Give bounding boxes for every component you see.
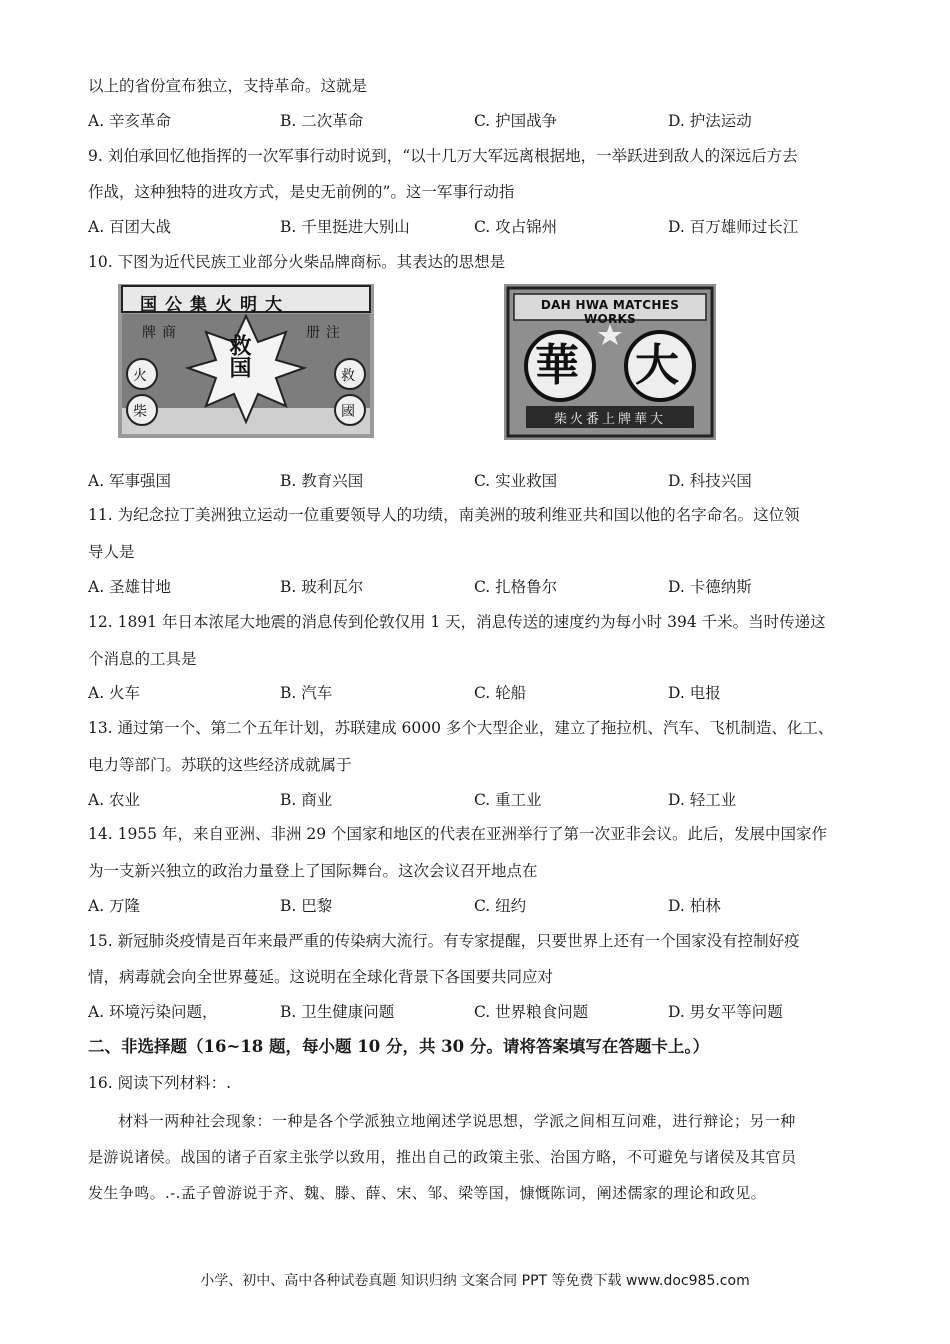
- label-char-da: 大: [635, 340, 679, 391]
- option-b: B. 千里挺进大别山: [280, 218, 410, 236]
- option-b: B. 卫生健康问题: [280, 1003, 395, 1021]
- option-a: A. 环境污染问题，: [88, 1003, 218, 1021]
- question-14-line2: 为一支新兴独立的政治力量登上了国际舞台。这次会议召开地点在: [88, 862, 538, 880]
- question-15-line1: 15. 新冠肺炎疫情是百年来最严重的传染病大流行。有专家提醒，只要世界上还有一个国家没有控制好疫: [88, 932, 800, 950]
- question-16: 16. 阅读下列材料：.: [88, 1074, 232, 1092]
- option-c: C. 纽约: [474, 897, 527, 915]
- option-a: A. 火车: [88, 684, 141, 702]
- question-11-line1: 11. 为纪念拉丁美洲独立运动一位重要领导人的功绩，南美洲的玻利维亚共和国以他的名字命名。这位领: [88, 506, 800, 524]
- question-9-line1: 9. 刘伯承回忆他指挥的一次军事行动时说到，“以十几万大军远离根据地，一举跃进到敌人的深远后方去: [88, 147, 798, 165]
- option-c: C. 实业救国: [474, 472, 558, 490]
- label-char-hua: 華: [535, 340, 579, 391]
- match-label-dahwa: [504, 284, 716, 440]
- label-right-text: 册注: [306, 325, 346, 341]
- option-d: D. 护法运动: [668, 112, 752, 130]
- material-line-2: 是游说诸侯。战国的诸子百家主张学以致用，推出自己的政策主张、治国方略，不可避免与诸侯及其官员: [88, 1148, 797, 1166]
- question-14-line1: 14. 1955 年，来自亚洲、非洲 29 个国家和地区的代表在亚洲举行了第一次亚非会议。此后，发展中国家作: [88, 825, 828, 843]
- option-d: D. 柏林: [668, 897, 721, 915]
- question-10: 10. 下图为近代民族工业部分火柴品牌商标。其表达的思想是: [88, 253, 506, 271]
- label-circle-2: 柴: [133, 404, 147, 420]
- question-12-line2: 个消息的工具是: [88, 650, 197, 668]
- option-b: B. 二次革命: [280, 112, 364, 130]
- option-b: B. 巴黎: [280, 897, 333, 915]
- label-circle-1: 火: [133, 368, 147, 384]
- section-2-heading: 二、非选择题（16~18 题，每小题 10 分，共 30 分。请将答案填写在答题卡上。）: [88, 1037, 710, 1056]
- option-b: B. 汽车: [280, 684, 333, 702]
- option-a: A. 农业: [88, 791, 141, 809]
- label-center-text: 救国: [226, 334, 252, 378]
- option-c: C. 攻占锦州: [474, 218, 558, 236]
- question-12-line1: 12. 1891 年日本浓尾大地震的消息传到伦敦仅用 1 天，消息传送的速度约为每小时 394 千米。当时传递这: [88, 613, 826, 631]
- option-d: D. 百万雄师过长江: [668, 218, 799, 236]
- option-b: B. 商业: [280, 791, 333, 809]
- question-8-stem-end: 以上的省份宣布独立，支持革命。这就是: [88, 77, 368, 95]
- label-top-text: 国公集火明大: [140, 295, 290, 315]
- label-banner-text: DAH HWA MATCHES WORKS: [540, 298, 680, 326]
- question-13-line1: 13. 通过第一个、第二个五年计划，苏联建成 6000 多个大型企业，建立了拖拉机、汽车、飞机制造、化工、: [88, 719, 834, 737]
- page-footer: 小学、初中、高中各种试卷真题 知识归纳 文案合同 PPT 等免费下载 www.doc985.com: [200, 1273, 750, 1289]
- option-c: C. 世界粮食问题: [474, 1003, 589, 1021]
- option-d: D. 男女平等问题: [668, 1003, 783, 1021]
- label-circle-3: 救: [341, 368, 355, 384]
- material-line-1: 材料一两种社会现象：一种是各个学派独立地阐述学说思想，学派之间相互问难，进行辩论；另一种: [118, 1112, 796, 1130]
- option-d: D. 科技兴国: [668, 472, 752, 490]
- option-a: A. 圣雄甘地: [88, 578, 172, 596]
- option-c: C. 轮船: [474, 684, 527, 702]
- option-a: A. 军事强国: [88, 472, 172, 490]
- option-d: D. 电报: [668, 684, 721, 702]
- option-d: D. 轻工业: [668, 791, 737, 809]
- question-11-line2: 导人是: [88, 543, 135, 561]
- question-9-line2: 作战，这种独特的进攻方式，是史无前例的”。这一军事行动指: [88, 183, 515, 201]
- label-left-text: 牌商: [142, 325, 182, 341]
- label-circle-4: 國: [341, 404, 355, 420]
- option-b: B. 教育兴国: [280, 472, 364, 490]
- option-a: A. 万隆: [88, 897, 141, 915]
- option-a: A. 百团大战: [88, 218, 172, 236]
- option-c: C. 重工业: [474, 791, 542, 809]
- label-bottom-text: 柴火番上牌華大: [553, 412, 666, 427]
- question-15-line2: 情，病毒就会向全世界蔓延。这说明在全球化背景下各国要共同应对: [88, 968, 554, 986]
- material-line-3: 发生争鸣。.-.孟子曾游说于齐、魏、滕、薛、宋、邹、梁等国，慷慨陈词，阐述儒家的理论和政见。: [88, 1184, 767, 1202]
- match-label-jiuguo: [118, 284, 374, 438]
- option-c: C. 护国战争: [474, 112, 558, 130]
- question-13-line2: 电力等部门。苏联的这些经济成就属于: [88, 756, 352, 774]
- option-a: A. 辛亥革命: [88, 112, 172, 130]
- option-d: D. 卡德纳斯: [668, 578, 752, 596]
- option-c: C. 扎格鲁尔: [474, 578, 558, 596]
- option-b: B. 玻利瓦尔: [280, 578, 364, 596]
